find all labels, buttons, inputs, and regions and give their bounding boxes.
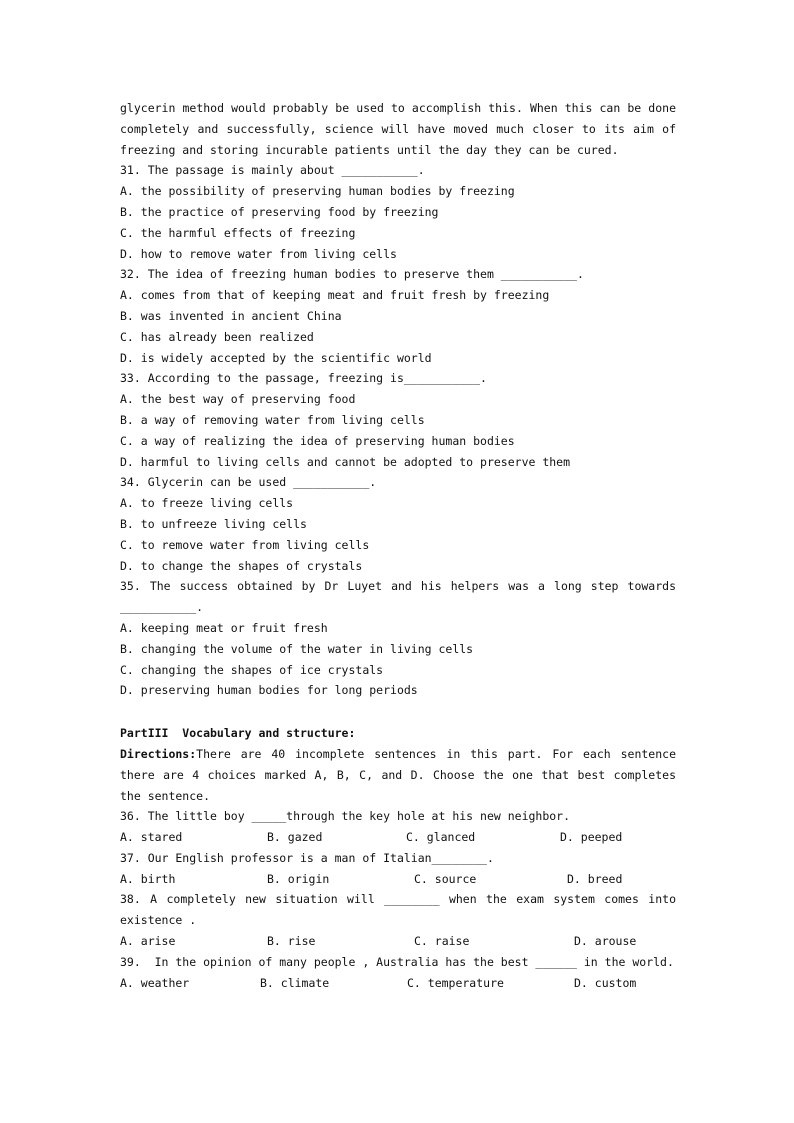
question-34	[120, 472, 676, 576]
question-39	[120, 952, 676, 994]
option-a: A. arise	[120, 934, 176, 949]
option-a: A. stared	[120, 830, 183, 845]
option-d: D. harmful to living cells and cannot be adopted to preserve them	[120, 454, 571, 469]
option-c: C. source	[414, 871, 477, 886]
section-spacer	[120, 701, 676, 723]
option-c: C. has already been realized	[120, 329, 314, 344]
option-d: D. breed	[567, 871, 623, 886]
question-stem: 33. According to the passage, freezing is___________.	[120, 371, 487, 386]
question-stem: 35. The success obtained by Dr Luyet and his helpers was a long step towards	[120, 579, 676, 594]
option-d: D. to change the shapes of crystals	[120, 558, 363, 573]
option-b: B. was invented in ancient China	[120, 308, 342, 323]
option-b: B. climate	[260, 975, 330, 990]
option-a: A. comes from that of keeping meat and fruit fresh by freezing	[120, 288, 550, 303]
option-d: D. is widely accepted by the scientific world	[120, 350, 432, 365]
option-b: B. changing the volume of the water in living cells	[120, 641, 474, 656]
option-b: B. gazed	[267, 830, 323, 845]
question-stem: 31. The passage is mainly about ___________.	[120, 163, 425, 178]
question-stem: 39. In the opinion of many people , Australia has the best ______ in the world.	[120, 954, 674, 969]
option-b: B. to unfreeze living cells	[120, 516, 307, 531]
option-d: D. how to remove water from living cells	[120, 246, 397, 261]
options-row	[120, 973, 676, 994]
question-38	[120, 889, 676, 951]
option-b: B. rise	[267, 934, 316, 949]
part3-heading: PartIII Vocabulary and structure:	[120, 726, 356, 741]
question-32	[120, 264, 676, 368]
document-page	[120, 98, 676, 993]
question-35	[120, 576, 676, 701]
option-a: A. to freeze living cells	[120, 496, 294, 511]
passage-ending: glycerin method would probably be used to accomplish this. When this can be done completely and successfully, science will have moved much closer to its aim of freezing and storing incurable patients until the day they can be cured.	[120, 101, 676, 157]
option-d: D. preserving human bodies for long periods	[120, 683, 418, 698]
option-d: D. arouse	[574, 934, 637, 949]
directions-text: There are 40 incomplete sentences in this part. For each sentence there are 4 choices marked A, B, C, and D. Choose the one that best completes the sentence.	[120, 746, 676, 803]
question-37	[120, 848, 676, 890]
question-stem: 32. The idea of freezing human bodies to preserve them ___________.	[120, 267, 584, 282]
option-c: C. glanced	[406, 830, 476, 845]
question-stem: 34. Glycerin can be used ___________.	[120, 475, 377, 490]
option-c: C. a way of realizing the idea of preserving human bodies	[120, 433, 515, 448]
directions-label: Directions:	[120, 746, 197, 761]
option-a: A. the best way of preserving food	[120, 392, 356, 407]
options-row	[120, 827, 676, 848]
option-a: A. keeping meat or fruit fresh	[120, 620, 328, 635]
question-33	[120, 368, 676, 472]
option-c: C. the harmful effects of freezing	[120, 225, 356, 240]
option-c: C. temperature	[407, 975, 504, 990]
option-a: A. birth	[120, 871, 176, 886]
option-c: C. raise	[414, 934, 470, 949]
option-b: B. the practice of preserving food by freezing	[120, 204, 439, 219]
option-a: A. weather	[120, 975, 190, 990]
question-stem: 38. A completely new situation will ________ when the exam system comes into	[120, 892, 676, 907]
question-stem: 36. The little boy _____through the key hole at his new neighbor.	[120, 809, 571, 824]
option-b: B. a way of removing water from living cells	[120, 412, 425, 427]
options-row	[120, 931, 676, 952]
option-c: C. changing the shapes of ice crystals	[120, 662, 384, 677]
question-stem-continued: existence .	[120, 913, 197, 928]
question-stem: 37. Our English professor is a man of Italian________.	[120, 850, 494, 865]
option-d: D. peeped	[560, 830, 623, 845]
options-row	[120, 869, 676, 890]
option-b: B. origin	[267, 871, 330, 886]
question-31	[120, 160, 676, 264]
option-d: D. custom	[574, 975, 637, 990]
option-a: A. the possibility of preserving human bodies by freezing	[120, 184, 515, 199]
question-36	[120, 806, 676, 848]
option-c: C. to remove water from living cells	[120, 537, 370, 552]
part3-directions	[120, 744, 676, 806]
question-stem-continued: ___________.	[120, 600, 204, 615]
